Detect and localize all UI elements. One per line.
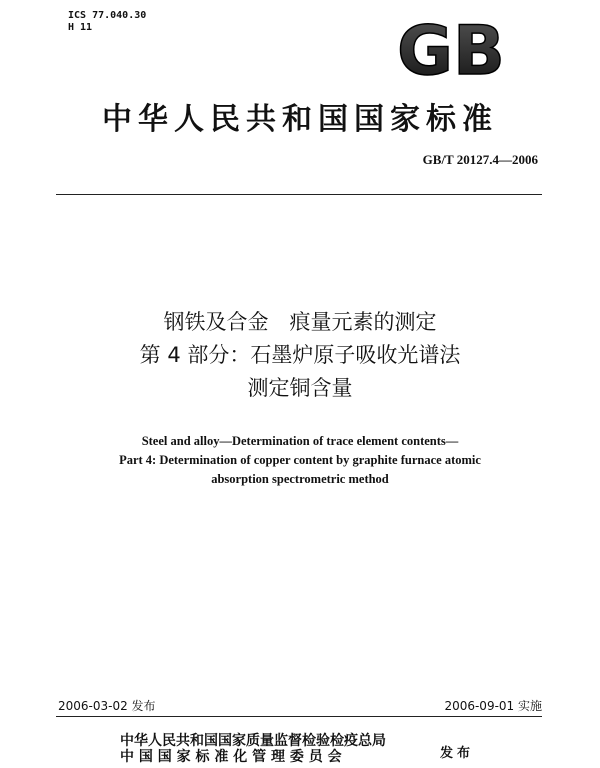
- issuer-sac: 中 国 国 家 标 准 化 管 理 委 员 会: [120, 749, 342, 765]
- chinese-title-line-1: 钢铁及合金 痕量元素的测定: [163, 310, 437, 334]
- gb-logo-text: GB: [397, 14, 505, 84]
- footer-divider: [56, 716, 542, 717]
- ccs-code: H 11: [68, 22, 93, 33]
- english-title: [0, 432, 600, 489]
- english-title-line-3: absorption spectrometric method: [211, 472, 389, 486]
- standard-type-title: 中华人民共和国国家标准: [102, 102, 498, 137]
- issue-label: 发布: [440, 746, 475, 761]
- chinese-title: [0, 306, 600, 405]
- chinese-title-line-3: 测定铜含量: [247, 376, 353, 400]
- issuing-authorities: [120, 733, 386, 765]
- header-divider: [56, 194, 542, 195]
- issue-date: 2006-03-02 发布: [58, 699, 156, 713]
- english-title-line-2: Part 4: Determination of copper content by graphite furnace atomic: [119, 453, 481, 467]
- english-title-line-1: Steel and alloy—Determination of trace element contents—: [141, 434, 459, 448]
- implementation-date: 2006-09-01 实施: [444, 699, 542, 713]
- gb-logo: [392, 14, 510, 84]
- issuer-aqsiq: 中华人民共和国国家质量监督检验检疫总局: [120, 733, 386, 749]
- standard-number: GB/T 20127.4—2006: [422, 152, 538, 167]
- ics-code: ICS 77.040.30: [68, 10, 147, 21]
- classification-codes: [68, 10, 146, 34]
- chinese-title-line-2: 第 4 部分：石墨炉原子吸收光谱法: [139, 343, 461, 367]
